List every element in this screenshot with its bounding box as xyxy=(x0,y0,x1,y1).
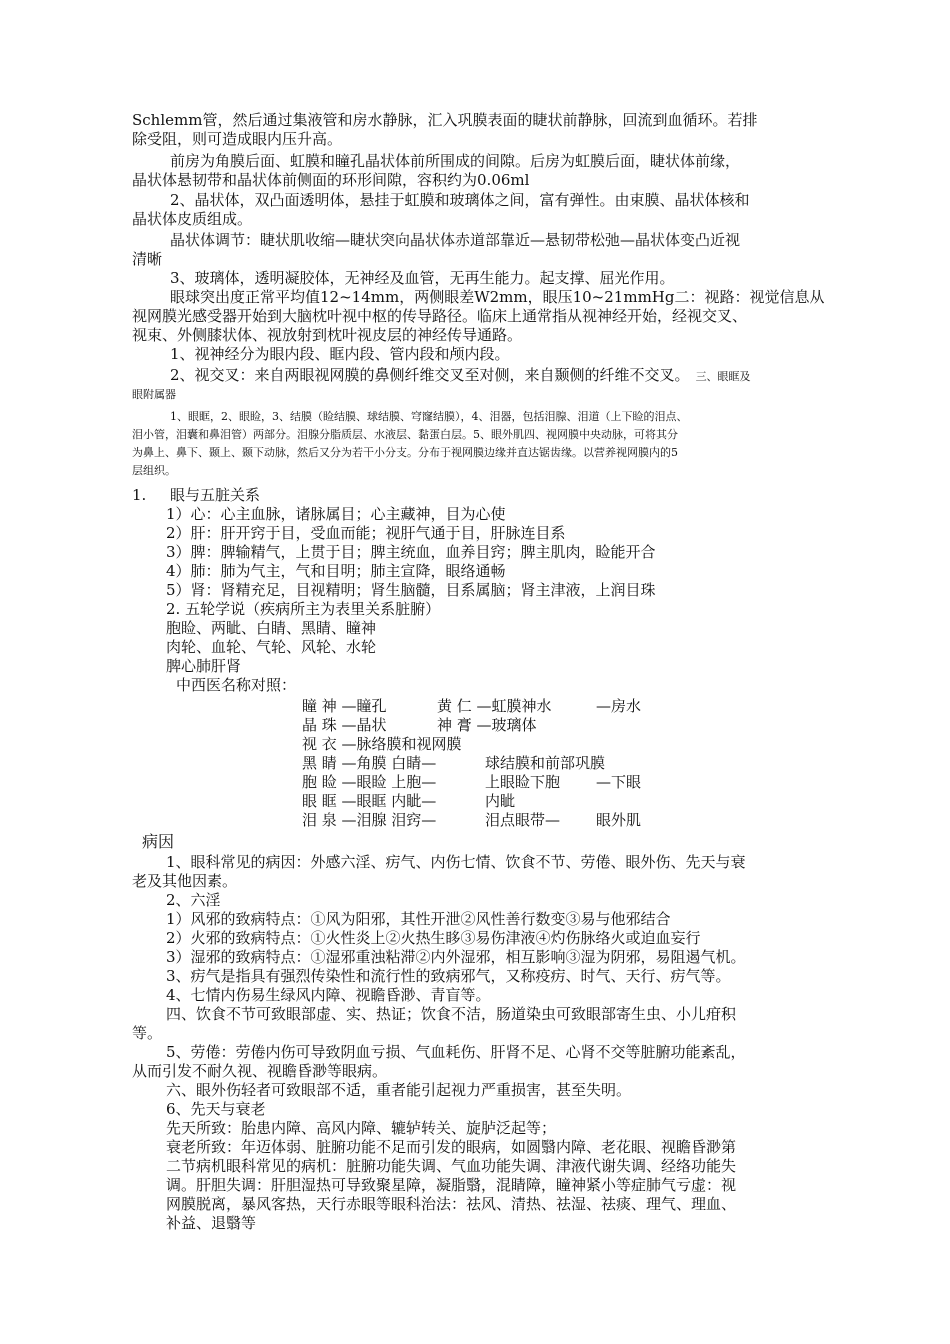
paragraph-line: 眼球突出度正常平均值12~14mm，两侧眼差W2mm，眼压10~21mmHg二：视路：视觉信息从 xyxy=(170,288,825,306)
paragraph-line: 3、玻璃体，透明凝胶体，无神经及血管，无再生能力。起支撑、屈光作用。 xyxy=(170,269,675,287)
table-cell: 眼 眶 —眼眶 内眦— xyxy=(302,792,437,810)
paragraph-line: 网膜脱离，暴风客热，天行赤眼等眼科治法：祛风、清热、祛湿、祛痰、理气、理血、 xyxy=(166,1195,737,1213)
paragraph-line: 2、六淫 xyxy=(166,891,221,909)
list-item: 胞睑、两眦、白睛、黑睛、瞳神 xyxy=(166,619,377,637)
paragraph-line: 4、七情内伤易生绿风内障、视瞻昏渺、青盲等。 xyxy=(166,986,491,1004)
section-heading: 病因 xyxy=(142,832,175,851)
paragraph-line: 调。肝胆失调：肝胆湿热可导致聚星障，凝脂翳，混睛障，瞳神紧小等症肺气亏虚：视 xyxy=(166,1176,737,1194)
paragraph-line: 2）火邪的致病特点：①火性炎上②火热生眵③易伤津液④灼伤脉络火或迫血妄行 xyxy=(166,929,701,947)
paragraph-line: 等。 xyxy=(132,1024,163,1042)
paragraph-line: 晶状体悬韧带和晶状体前侧面的环形间隙，容积约为0.06ml xyxy=(132,171,530,189)
paragraph-line: 1、视神经分为眼内段、眶内段、管内段和颅内段。 xyxy=(170,345,510,363)
paragraph-line: 1、眼科常见的病因：外感六淫、疠气、内伤七情、饮食不节、劳倦、眼外伤、先天与衰 xyxy=(166,853,746,871)
table-cell: 瞳 神 —瞳孔 xyxy=(302,697,387,715)
paragraph-line: 除受阻，则可造成眼内压升高。 xyxy=(132,130,343,148)
paragraph-line: 2、晶状体，双凸面透明体，悬挂于虹膜和玻璃体之间，富有弹性。由束膜、晶状体核和 xyxy=(170,191,750,209)
table-cell: 晶 珠 —晶状 xyxy=(302,716,387,734)
table-title: 中西医名称对照： xyxy=(176,676,297,694)
paragraph-line: 5、劳倦：劳倦内伤可导致阴血亏损、气血耗伤、肝肾不足、心肾不交等脏腑功能紊乱， xyxy=(166,1043,746,1061)
table-cell: 眼外肌 xyxy=(596,811,642,829)
table-cell: 黄 仁 —虹膜神水 xyxy=(437,697,552,715)
list-item: 3）脾：脾输精气，上贯于目；脾主统血，血养目窍；脾主肌肉，睑能开合 xyxy=(166,543,656,561)
paragraph-line-small: 泪小管，泪囊和鼻泪管）两部分。泪腺分脂质层、水液层、黏蛋白层。5、眼外肌四、视网膜中央动脉，可将其分 xyxy=(132,428,678,441)
table-cell: 上眼睑下胞 xyxy=(485,773,561,791)
list-item: 肉轮、血轮、气轮、风轮、水轮 xyxy=(166,638,377,656)
paragraph-small-text: 三、眼眶及 xyxy=(695,370,751,383)
list-item: 脾心肺肝肾 xyxy=(166,657,242,675)
paragraph-line-small: 1、眼眶，2、眼睑，3、结膜（睑结膜、球结膜、穹窿结膜），4、泪器，包括泪腺、泪道（上下睑的泪点、 xyxy=(170,410,688,423)
table-cell: 泪 泉 —泪腺 泪窍— xyxy=(302,811,437,829)
list-item: 1）心：心主血脉，诸脉属目；心主藏神，目为心使 xyxy=(166,505,506,523)
table-cell: 神 膏 —玻璃体 xyxy=(437,716,537,734)
paragraph-line: 补益、退翳等 xyxy=(166,1214,257,1232)
list-item: 4）肺：肺为气主，气和目明；肺主宣降，眼络通畅 xyxy=(166,562,506,580)
paragraph-line: 晶状体调节：睫状肌收缩—睫状突向晶状体赤道部靠近—悬韧带松弛—晶状体变凸近视 xyxy=(170,231,741,249)
paragraph-line xyxy=(170,366,751,386)
paragraph-line: 从而引发不耐久视、视瞻昏渺等眼病。 xyxy=(132,1062,388,1080)
paragraph-line: 老及其他因素。 xyxy=(132,872,238,890)
table-cell: 黑 睛 —角膜 白睛— xyxy=(302,754,437,772)
paragraph-line: 3）湿邪的致病特点：①湿邪重浊粘滞②内外湿邪，相互影响③湿为阴邪，易阻遏气机。 xyxy=(166,948,746,966)
paragraph-line: 晶状体皮质组成。 xyxy=(132,210,253,228)
paragraph-line: 先天所致：胎患内障、高风内障、辘轳转关、旋胪泛起等； xyxy=(166,1119,557,1137)
table-cell: 内眦 xyxy=(485,792,516,810)
paragraph-text: 2、视交叉：来自两眼视网膜的鼻侧纤维交叉至对侧，来自颞侧的纤维不交叉。 xyxy=(170,366,690,384)
paragraph-line: 前房为角膜后面、虹膜和瞳孔晶状体前所围成的间隙。后房为虹膜后面，睫状体前缘， xyxy=(170,152,741,170)
section-number: 1. xyxy=(132,486,147,504)
paragraph-line: 视网膜光感受器开始到大脑枕叶视中枢的传导路径。临床上通常指从视神经开始，经视交叉、 xyxy=(132,307,748,325)
paragraph-line: 衰老所致：年迈体弱、脏腑功能不足而引发的眼病，如圆翳内障、老花眼、视瞻昏渺第 xyxy=(166,1138,737,1156)
paragraph-line: 1）风邪的致病特点：①风为阳邪，其性开泄②风性善行数变③易与他邪结合 xyxy=(166,910,671,928)
table-cell: 泪点眼带— xyxy=(485,811,561,829)
paragraph-line-small: 为鼻上、鼻下、颞上、颞下动脉，然后又分为若干小分支。分布于视网膜边缘并直达锯齿缘。以营养视网膜内的5 xyxy=(132,446,678,459)
paragraph-line: 四、饮食不节可致眼部虚、实、热证；饮食不洁，肠道染虫可致眼部寄生虫、小儿疳积 xyxy=(166,1005,737,1023)
paragraph-line: 二节病机眼科常见的病机：脏腑功能失调、气血功能失调、津液代谢失调、经络功能失 xyxy=(166,1157,737,1175)
paragraph-line: 六、眼外伤轻者可致眼部不适，重者能引起视力严重损害，甚至失明。 xyxy=(166,1081,632,1099)
table-cell: —房水 xyxy=(596,697,642,715)
paragraph-line: 视束、外侧膝状体、视放射到枕叶视皮层的神经传导通路。 xyxy=(132,326,523,344)
list-item: 2）肝：肝开窍于目，受血而能；视肝气通于目，肝脉连目系 xyxy=(166,524,566,542)
table-cell: 球结膜和前部巩膜 xyxy=(485,754,606,772)
table-cell: 胞 睑 —眼睑 上胞— xyxy=(302,773,437,791)
paragraph-line: 6、先天与衰老 xyxy=(166,1100,266,1118)
section-title: 眼与五脏关系 xyxy=(170,486,261,504)
paragraph-line: 清晰 xyxy=(132,250,163,268)
paragraph-line: Schlemm管，然后通过集液管和房水静脉，汇入巩膜表面的睫状前静脉，回流到血循环。若排 xyxy=(132,111,758,129)
section-title: 2. 五轮学说（疾病所主为表里关系脏腑） xyxy=(166,600,441,618)
list-item: 5）肾：肾精充足，目视精明；肾生脑髓，目系属脑；肾主津液，上润目珠 xyxy=(166,581,656,599)
paragraph-line-small: 层组织。 xyxy=(132,464,176,477)
paragraph-line: 3、疠气是指具有强烈传染性和流行性的致病邪气，又称疫疠、时气、天行、疠气等。 xyxy=(166,967,731,985)
table-cell: 视 衣 —脉络膜和视网膜 xyxy=(302,735,462,753)
table-cell: —下眼 xyxy=(596,773,642,791)
paragraph-line-small: 眼附属器 xyxy=(132,388,176,401)
